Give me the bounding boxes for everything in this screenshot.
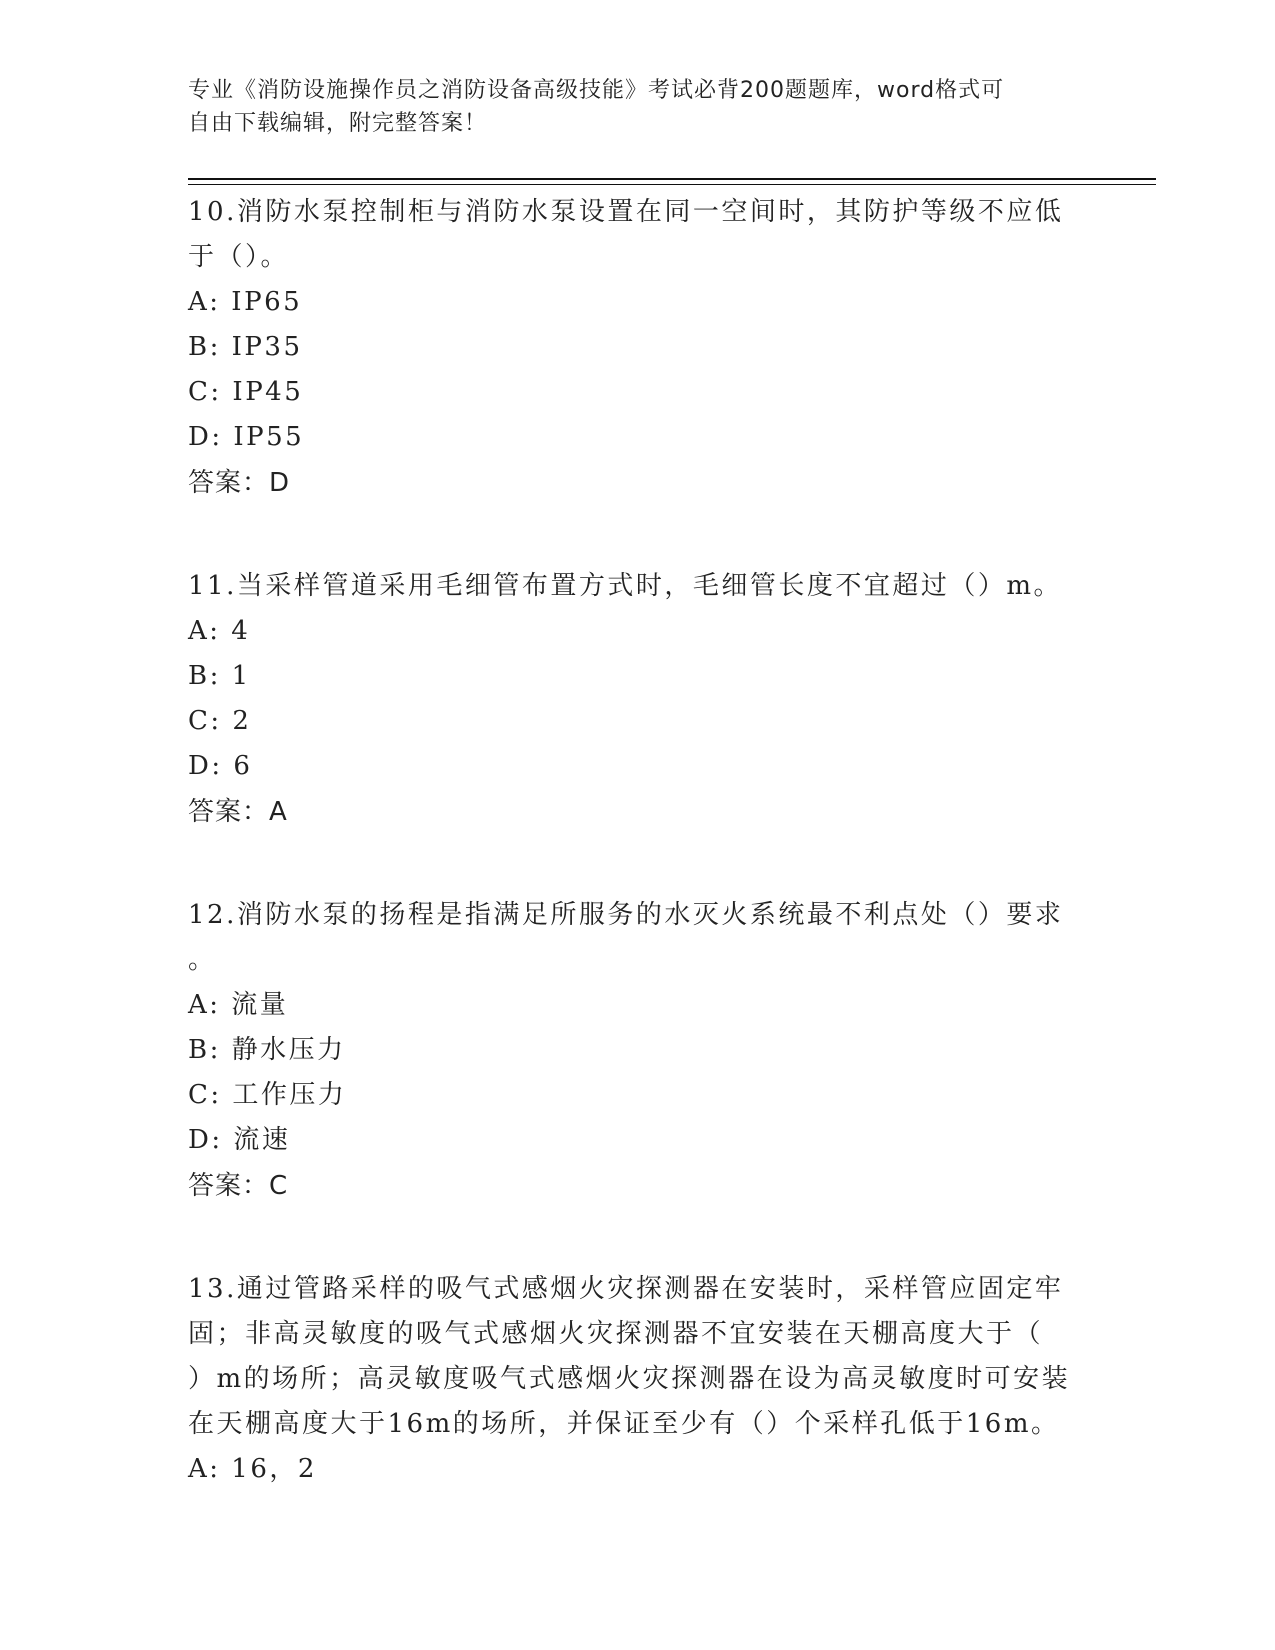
option-b: B: 1 — [188, 661, 251, 691]
question-13 — [188, 1267, 1088, 1492]
option-c: C: 工作压力 — [188, 1080, 347, 1110]
option-d: D: IP55 — [188, 422, 305, 452]
option-c: C: 2 — [188, 706, 252, 736]
question-spacer — [188, 835, 1088, 893]
document-header — [188, 74, 1088, 140]
question-stem-line: 于（）。 — [188, 242, 290, 272]
answer-line: 答案：D — [188, 468, 291, 498]
question-12 — [188, 893, 1088, 1209]
header-line-2: 自由下载编辑，附完整答案！ — [188, 111, 488, 136]
header-divider-thick — [188, 178, 1156, 180]
question-11 — [188, 564, 1088, 835]
option-d: D: 流速 — [188, 1125, 291, 1155]
header-line-1: 专业《消防设施操作员之消防设备高级技能》考试必背200题题库，word格式可 — [188, 78, 1005, 103]
option-c: C: IP45 — [188, 377, 304, 407]
option-a: A: IP65 — [188, 287, 303, 317]
question-spacer — [188, 1209, 1088, 1267]
answer-line: 答案：A — [188, 797, 288, 827]
question-stem-line: 10.消防水泵控制柜与消防水泵设置在同一空间时，其防护等级不应低 — [188, 197, 1064, 227]
option-b: B: IP35 — [188, 332, 303, 362]
question-stem-line: 。 — [188, 945, 217, 975]
option-d: D: 6 — [188, 751, 253, 781]
question-stem-line: 13.通过管路采样的吸气式感烟火灾探测器在安装时，采样管应固定牢 — [188, 1274, 1064, 1304]
question-spacer — [188, 506, 1088, 564]
option-a: A: 4 — [188, 616, 251, 646]
question-stem-line: 在天棚高度大于16m的场所，并保证至少有（）个采样孔低于16m。 — [188, 1409, 1060, 1439]
question-10 — [188, 190, 1088, 506]
question-list — [188, 190, 1088, 1492]
question-stem-line: 12.消防水泵的扬程是指满足所服务的水灭火系统最不利点处（）要求 — [188, 900, 1064, 930]
question-stem-line: 11.当采样管道采用毛细管布置方式时，毛细管长度不宜超过（）m。 — [188, 571, 1063, 601]
question-stem-line: 固；非高灵敏度的吸气式感烟火灾探测器不宜安装在天棚高度大于（ — [188, 1319, 1044, 1349]
option-a: A: 16，2 — [188, 1454, 317, 1484]
option-b: B: 静水压力 — [188, 1035, 346, 1065]
header-divider-thin — [188, 184, 1156, 185]
answer-line: 答案：C — [188, 1171, 289, 1201]
option-a: A: 流量 — [188, 990, 289, 1020]
question-stem-line: ）m的场所；高灵敏度吸气式感烟火灾探测器在设为高灵敏度时可安装 — [188, 1364, 1071, 1394]
